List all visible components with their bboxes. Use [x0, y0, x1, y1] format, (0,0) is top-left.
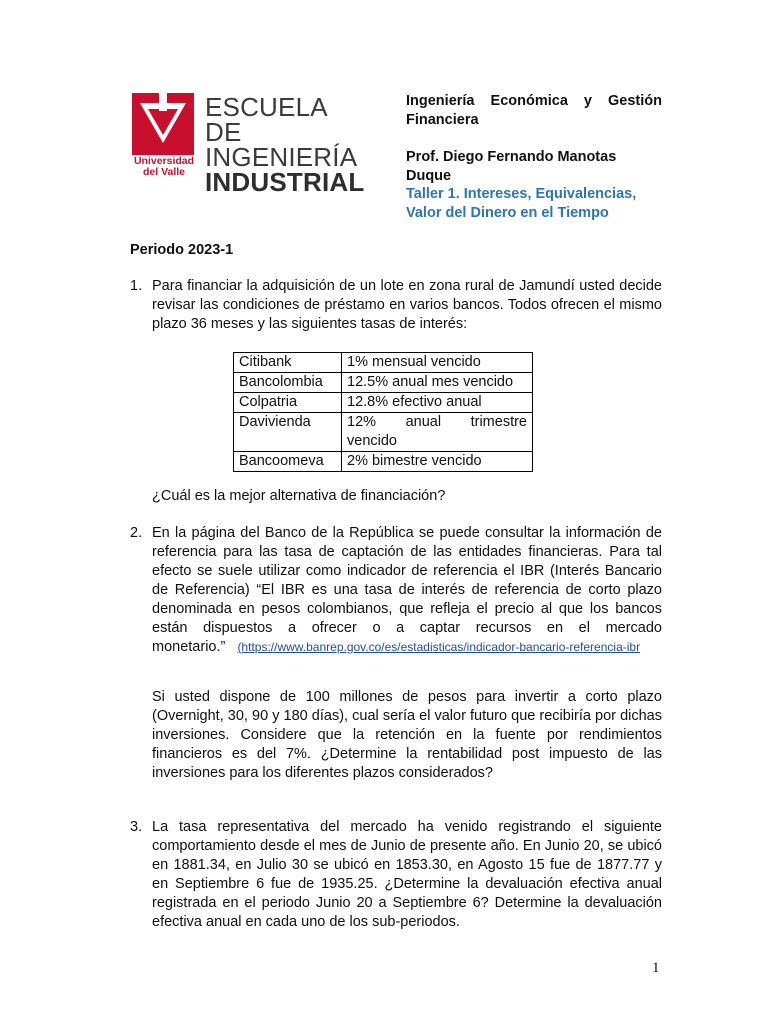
- bank-cell: Bancolombia: [234, 373, 342, 393]
- bank-cell: Bancoomeva: [234, 452, 342, 472]
- professor-name: Prof. Diego Fernando Manotas Duque: [406, 149, 617, 184]
- table-row: [234, 353, 533, 373]
- university-name: [132, 156, 196, 178]
- rate-cell: 12% anual trimestre vencido: [342, 413, 533, 452]
- taller-title: [406, 185, 662, 223]
- interest-rates-table: [233, 352, 533, 472]
- taller-title-line-2: Valor del Dinero en el Tiempo: [406, 205, 609, 221]
- course-title: Ingeniería Económica y Gestión Financiera: [406, 93, 662, 128]
- question-body: En la página del Banco de la República se puede consultar la información de referencia para las tasa de captación de las entidades financieras. Para tal efecto se suele utilizar como indicador de referencia el IBR (Interés Bancario de Referencia) “El IBR es una tasa de interés de referencia de corto plazo denominada en pesos colombianos, que refleja el precio al que los bancos están dispuestos a ofrecer o a captar recursos en el mercado monetario.”: [152, 525, 662, 655]
- question-number: 2.: [130, 525, 143, 541]
- question-text: [152, 524, 662, 657]
- table-row: [234, 373, 533, 393]
- question-2: [130, 524, 662, 657]
- university-line-1: Universidad: [133, 155, 195, 167]
- table-row: [234, 393, 533, 413]
- banrep-link[interactable]: (https://www.banrep.gov.co/es/estadisticas/indicador-bancario-referencia-ibr: [237, 640, 641, 654]
- rate-cell: 2% bimestre vencido: [342, 452, 533, 472]
- periodo-heading: Periodo 2023-1: [130, 242, 234, 258]
- rate-cell: 1% mensual vencido: [342, 353, 533, 373]
- rate-cell: 12.5% anual mes vencido: [342, 373, 533, 393]
- rate-cell: 12.8% efectivo anual: [342, 393, 533, 413]
- question-number: 1.: [130, 278, 143, 294]
- univalle-logo-icon: [132, 93, 194, 155]
- question-1-prompt: ¿Cuál es la mejor alternativa de financiación?: [152, 488, 446, 504]
- question-3: [130, 818, 662, 932]
- school-name: [205, 92, 365, 197]
- question-2-paragraph: Si usted dispone de 100 millones de pesos para invertir a corto plazo (Overnight, 30, 90 y 180 días), cual sería el valor futuro que recibiría por dichas inversiones. Considere que la retención en la fuente por rendimientos financieros es del 7%. ¿Determine la rentabilidad post impuesto de las inversiones para los diferentes plazos considerados?: [152, 689, 662, 781]
- table-row: [234, 413, 533, 452]
- university-line-2: del Valle: [142, 166, 186, 178]
- question-1: [130, 277, 662, 334]
- school-name-line-1: ESCUELA DE: [205, 92, 327, 147]
- school-logo: [132, 92, 365, 197]
- question-number: 3.: [130, 819, 143, 835]
- table-row: [234, 452, 533, 472]
- school-name-line-3: INDUSTRIAL: [205, 167, 365, 197]
- taller-title-line-1: Taller 1. Intereses, Equivalencias,: [406, 186, 637, 202]
- school-name-line-2: INGENIERÍA: [205, 142, 358, 172]
- bank-cell: Colpatria: [234, 393, 342, 413]
- question-text: Para financiar la adquisición de un lote en zona rural de Jamundí usted decide revisar las condiciones de préstamo en varios bancos. Todos ofrecen el mismo plazo 36 meses y las siguientes tasas de interés:: [152, 278, 662, 332]
- bank-cell: Davivienda: [234, 413, 342, 452]
- page-number: 1: [652, 960, 660, 976]
- question-text: La tasa representativa del mercado ha venido registrando el siguiente comportamiento desde el mes de Junio de presente año. En Junio 20, se ubicó en 1881.34, en Julio 30 se ubicó en 1853.30, en Agosto 15 fue de 1877.77 y en Septiembre 6 fue de 1935.25. ¿Determine la devaluación efectiva anual registrada en el periodo Junio 20 a Septiembre 6? Determine la devaluación efectiva anual en cada uno de los sub-periodos.: [152, 819, 662, 930]
- bank-cell: Citibank: [234, 353, 342, 373]
